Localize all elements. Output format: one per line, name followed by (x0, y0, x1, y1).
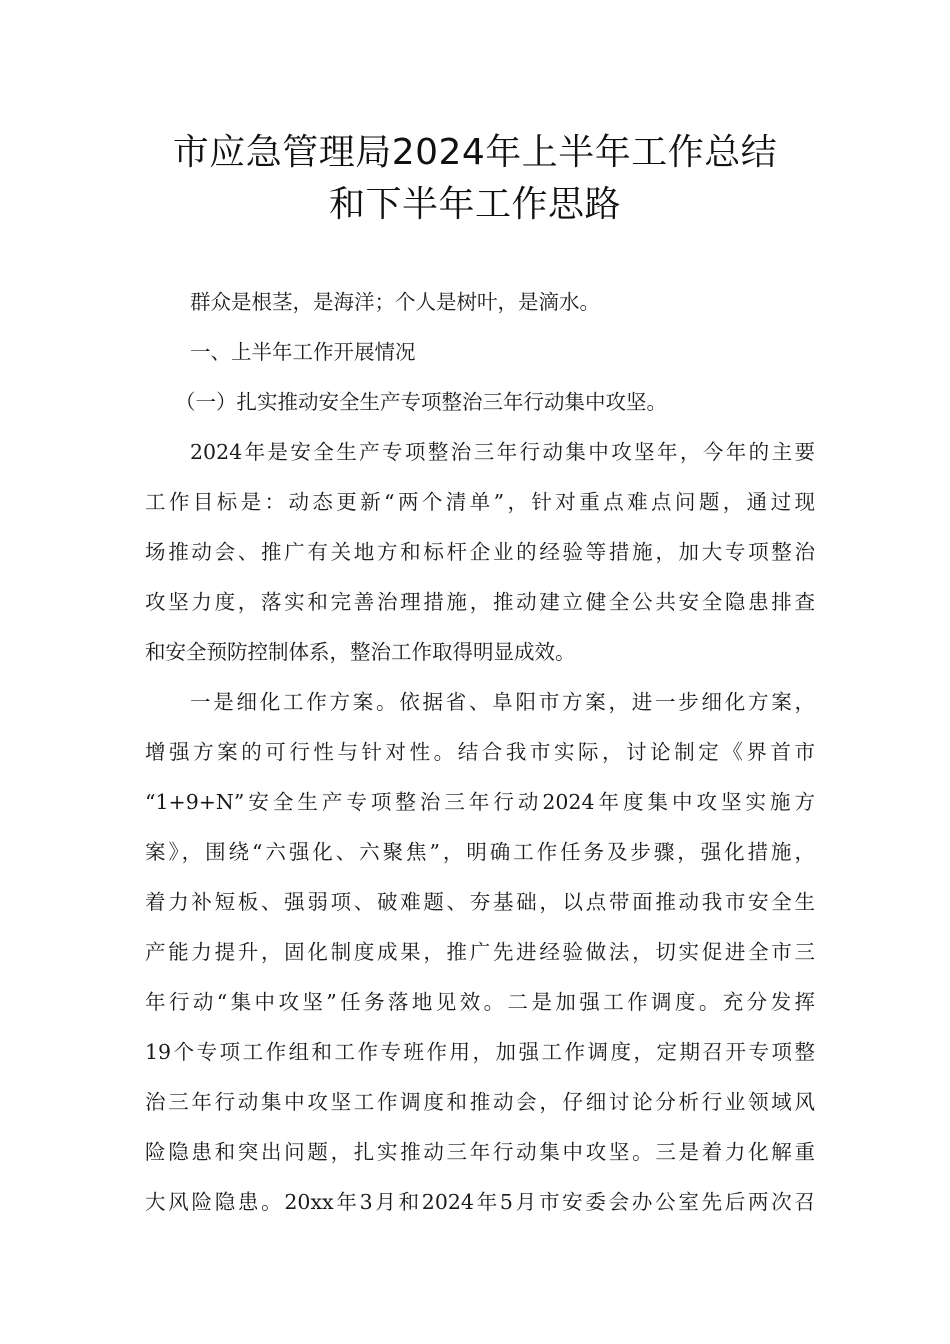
paragraph-2-line-11: 大风险隐患。20xx年3月和2024年5月市安委会办公室先后两次召 (145, 1190, 815, 1214)
paragraph-1-line-1: 2024年是安全生产专项整治三年行动集中攻坚年，今年的主要 (190, 440, 815, 464)
document-title-line-2: 和下半年工作思路 (328, 184, 621, 225)
paragraph-2-line-4: 案》，围绕“六强化、六聚焦”，明确工作任务及步骤，强化措施， (145, 840, 815, 864)
paragraph-1-line-4: 攻坚力度，落实和完善治理措施，推动建立健全公共安全隐患排查 (145, 590, 815, 614)
paragraph-1-line-2: 工作目标是：动态更新“两个清单”，针对重点难点问题，通过现 (145, 490, 815, 514)
body-line-motto: 群众是根茎，是海洋；个人是树叶，是滴水。 (190, 290, 600, 314)
document-title-line-1: 市应急管理局2024年上半年工作总结 (172, 132, 778, 173)
paragraph-2-line-7: 年行动“集中攻坚”任务落地见效。二是加强工作调度。充分发挥 (145, 990, 815, 1014)
paragraph-2-line-6: 产能力提升，固化制度成果，推广先进经验做法，切实促进全市三 (145, 940, 815, 964)
paragraph-2-line-1: 一是细化工作方案。依据省、阜阳市方案，进一步细化方案， (190, 690, 815, 714)
paragraph-2-line-2: 增强方案的可行性与针对性。结合我市实际，讨论制定《界首市 (145, 740, 815, 764)
paragraph-2-line-9: 治三年行动集中攻坚工作调度和推动会，仔细讨论分析行业领域风 (145, 1090, 815, 1114)
paragraph-1-line-5: 和安全预防控制体系，整治工作取得明显成效。 (145, 640, 576, 664)
section-heading-1: 一、上半年工作开展情况 (190, 340, 416, 364)
paragraph-2-line-5: 着力补短板、强弱项、破难题、夯基础，以点带面推动我市安全生 (145, 890, 815, 914)
subsection-heading-1: （一）扎实推动安全生产专项整治三年行动集中攻坚。 (175, 390, 667, 414)
paragraph-2-line-10: 险隐患和突出问题，扎实推动三年行动集中攻坚。三是着力化解重 (145, 1140, 815, 1164)
paragraph-2-line-8: 19个专项工作组和工作专班作用，加强工作调度，定期召开专项整 (145, 1040, 815, 1064)
paragraph-1-line-3: 场推动会、推广有关地方和标杆企业的经验等措施，加大专项整治 (145, 540, 815, 564)
paragraph-2-line-3: “1+9+N”安全生产专项整治三年行动2024年度集中攻坚实施方 (145, 790, 815, 814)
